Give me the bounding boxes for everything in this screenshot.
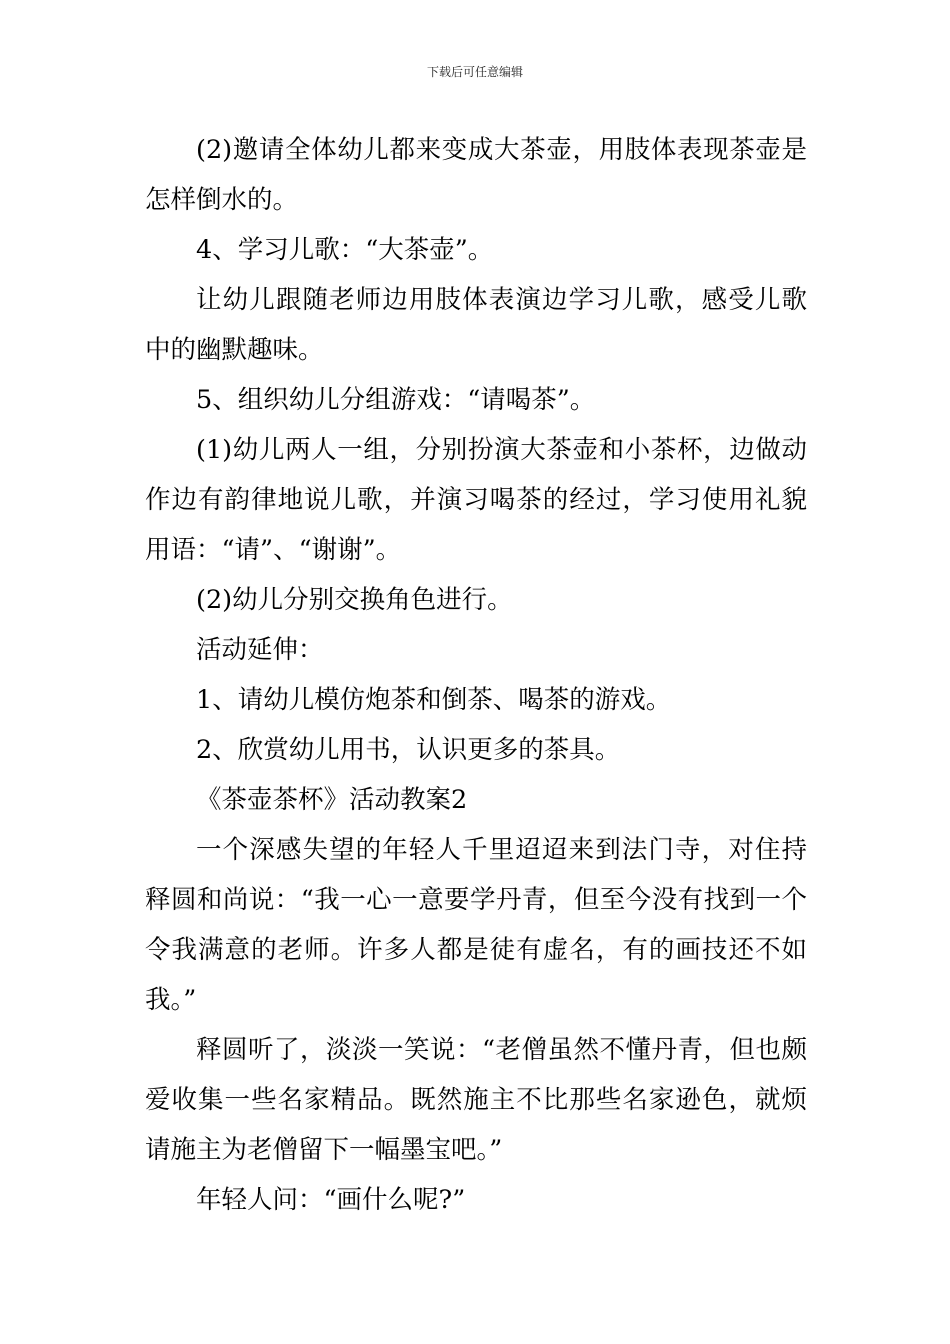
- paragraph: (2)邀请全体幼儿都来变成大茶壶，用肢体表现茶壶是怎样倒水的。: [145, 135, 807, 215]
- paragraph: 一个深感失望的年轻人千里迢迢来到法门寺，对住持释圆和尚说：“我一心一意要学丹青，但至今没有找到一个令我满意的老师。许多人都是徒有虚名，有的画技还不如我。”: [145, 835, 807, 1015]
- section-heading: 《茶壶茶杯》活动教案2: [196, 785, 468, 815]
- paragraph: 1、请幼儿模仿炮茶和倒茶、喝茶的游戏。: [196, 685, 672, 715]
- paragraph: 5、组织幼儿分组游戏：“请喝茶”。: [196, 385, 596, 415]
- paragraph: 释圆听了，淡淡一笑说：“老僧虽然不懂丹青，但也颇爱收集一些名家精品。既然施主不比那些名家逊色，就烦请施主为老僧留下一幅墨宝吧。”: [145, 1035, 807, 1165]
- paragraph: (1)幼儿两人一组，分别扮演大茶壶和小茶杯，边做动作边有韵律地说儿歌，并演习喝茶的经过，学习使用礼貌用语：“请”、“谢谢”。: [145, 435, 807, 565]
- paragraph: 2、欣赏幼儿用书，认识更多的茶具。: [196, 735, 621, 765]
- paragraph: 4、学习儿歌：“大茶壶”。: [196, 235, 494, 265]
- paragraph: 活动延伸：: [196, 635, 324, 665]
- paragraph: 让幼儿跟随老师边用肢体表演边学习儿歌，感受儿歌中的幽默趣味。: [145, 285, 807, 365]
- paragraph: (2)幼儿分别交换角色进行。: [196, 585, 513, 615]
- paragraph: 年轻人问：“画什么呢?”: [196, 1185, 466, 1215]
- page-header: 下载后可任意编辑: [426, 65, 523, 79]
- document-body: [145, 125, 807, 1225]
